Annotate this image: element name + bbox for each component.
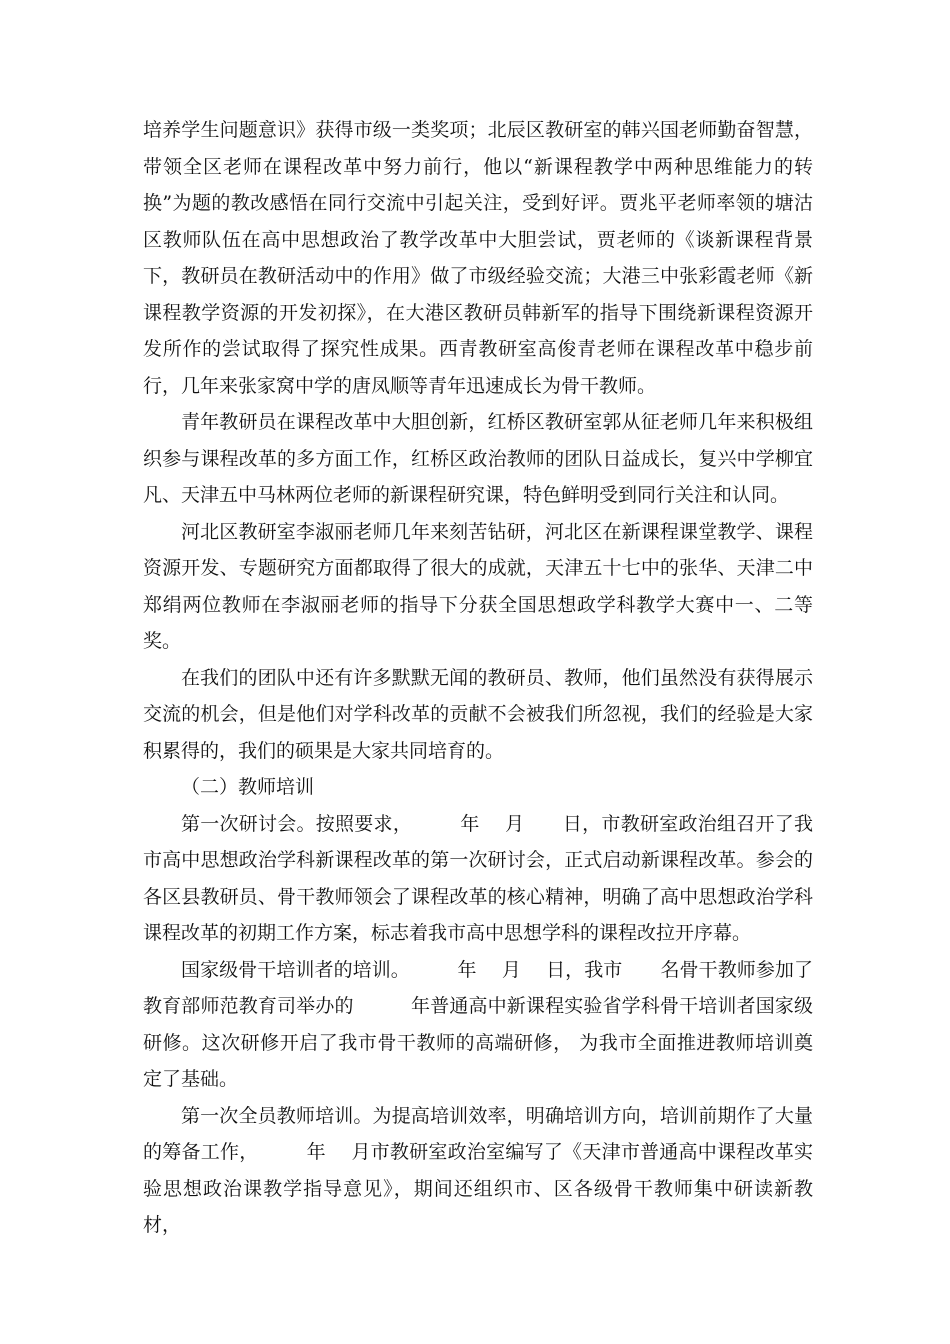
paragraph-team-contribution: 在我们的团队中还有许多默默无闻的教研员、教师，他们虽然没有获得展示交流的机会，但是他们对学科改革的贡献不会被我们所忽视，我们的经验是大家积累得的，我们的硕果是大家共同培育的。	[143, 666, 813, 762]
paragraph-continued-awards: 培养学生问题意识》获得市级一类奖项；北辰区教研室的韩兴国老师勤奋智慧，带领全区老师在课程改革中努力前行，他以“新课程教学中两种思维能力的转换”为题的教改感悟在同行交流中引起关注，受到好评。贾兆平老师率领的塘沽区教师队伍在高中思想政治了教学改革中大胆尝试，贾老师的《谈新课程背景下，教研员在教研活动中的作用》做了市级经验交流；大港三中张彩霞老师《新课程教学资源的开发初探》，在大港区教研员韩新军的指导下围绕新课程资源开发所作的尝试取得了探究性成果。西青教研室高俊青老师在课程改革中稳步前行，几年来张家窝中学的唐凤顺等青年迅速成长为骨干教师。	[143, 119, 813, 397]
paragraph-national-training: 国家级骨干培训者的培训。 年 月 日，我市 名骨干教师参加了教育部师范教育司举办的 年普通高中新课程实验省学科骨干培训者国家级研修。这次研修开启了我市骨干教师的高端研修， 为我市全面推进教师培训奠定了基础。	[143, 958, 813, 1090]
paragraph-first-full-training: 第一次全员教师培训。为提高培训效率，明确培训方向，培训前期作了大量的筹备工作， 年 月市教研室政治室编写了《天津市普通高中课程改革实验思想政治课教学指导意见》，期间还组织市、区各级骨干教师集中研读新教材，	[143, 1104, 813, 1236]
document-body	[143, 112, 813, 1244]
section-heading-teacher-training: （二）教师培训	[181, 776, 315, 798]
paragraph-hebei-district: 河北区教研室李淑丽老师几年来刻苦钻研，河北区在新课程课堂教学、课程资源开发、专题研究方面都取得了很大的成就，天津五十七中的张华、天津二中郑绢两位教师在李淑丽老师的指导下分获全国思想政学科教学大赛中一、二等奖。	[143, 520, 813, 652]
paragraph-young-researchers: 青年教研员在课程改革中大胆创新，红桥区教研室郭从征老师几年来积极组织参与课程改革的多方面工作，红桥区政治教师的团队日益成长，复兴中学柳宜凡、天津五中马林两位老师的新课程研究课，特色鲜明受到同行关注和认同。	[143, 411, 813, 506]
paragraph-first-seminar: 第一次研讨会。按照要求， 年 月 日，市教研室政治组召开了我市高中思想政治学科新课程改革的第一次研讨会，正式启动新课程改革。参会的各区县教研员、骨干教师领会了课程改革的核心精神，明确了高中思想政治学科课程改革的初期工作方案，标志着我市高中思想学科的课程改拉开序幕。	[143, 812, 813, 944]
